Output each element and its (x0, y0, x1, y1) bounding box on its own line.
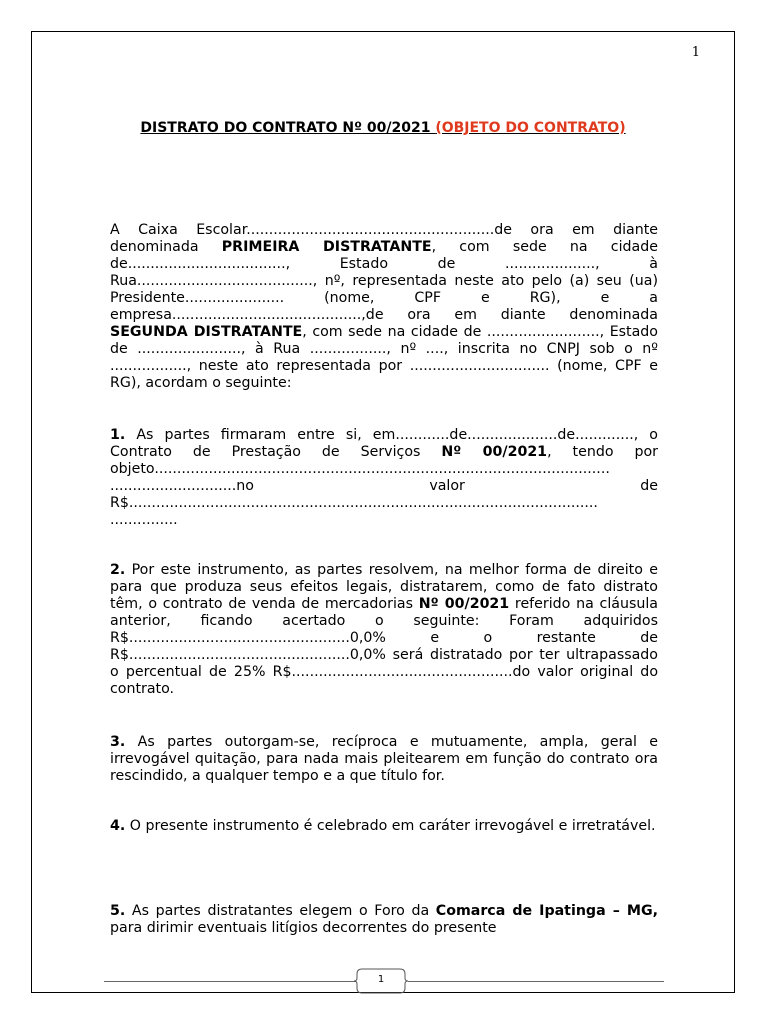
clause-5 (110, 903, 658, 937)
title-main: DISTRATO DO CONTRATO Nº 00/2021 (140, 120, 436, 136)
footer-rule-left (104, 981, 356, 982)
clause-3 (110, 734, 658, 785)
clause-4-number: 4. (110, 818, 126, 834)
intro-bold-1: PRIMEIRA DISTRATANTE (221, 239, 432, 255)
clause-2-text-1: Por este instrumento, as partes resolvem, na melhor forma de direito e para que produza seus efeitos legais, distratarem, como de fato distrato têm, o contrato de venda de mercadorias (110, 562, 658, 612)
clause-5-text-2: para dirimir eventuais litígios decorrentes do presente (110, 920, 497, 936)
footer-page-box (354, 968, 408, 994)
intro-text-3: , com sede na cidade de ........................., Estado de ......................., à Rua ................., nº ...., inscrita no CNPJ sob o nº ................., neste ato representada por ............................... (nome, CPF e RG), acordam o seguinte: (110, 324, 658, 391)
clause-4-text: O presente instrumento é celebrado em caráter irrevogável e irretratável. (125, 818, 656, 834)
footer-page-number: 1 (377, 974, 385, 985)
intro-bold-2: SEGUNDA DISTRATANTE (110, 324, 303, 340)
title-highlight: (OBJETO DO CONTRATO) (435, 120, 626, 136)
clause-2-text-2: referido na cláusula anterior, ficando acertado o seguinte: Foram adquiridos R$.................................................0,0% e o restante de R$.................................................0,0% será distratado por ter ultrapassado o percentual de 25% R$.................................................do valor original do contrato. (110, 596, 658, 697)
clause-3-text: As partes outorgam-se, recíproca e mutuamente, ampla, geral e irrevogável quitação, para nada mais pleitearem em função do contrato ora rescindido, a qualquer tempo e a que título for. (110, 734, 658, 784)
footer-rule-right (408, 981, 664, 982)
clause-2-bold: Nº 00/2021 (418, 596, 510, 612)
clause-1-bold: Nº 00/2021 (441, 444, 548, 460)
intro-text-2: , com sede na cidade de..................................., Estado de ...................., à Rua......................................., nº, representada neste ato pelo (a) seu (ua) Presidente...................... (nome, CPF e RG), e a empresa..........................................,de ora em diante denominada (110, 239, 658, 323)
clause-1 (110, 427, 658, 529)
clause-5-bold: Comarca de Ipatinga – MG, (435, 903, 659, 919)
clause-4 (110, 818, 658, 835)
intro-paragraph (110, 222, 658, 392)
clause-1-text-1: As partes firmaram entre si, em............de....................de............., o Contrato de Prestação de Serviços (110, 427, 658, 460)
clause-1-number: 1. (110, 427, 126, 443)
clause-2-number: 2. (110, 562, 126, 578)
clause-1-text-2: , tendo por objeto..................................................................................................... ............................no valor de R$........................................................................................................ ............... (110, 444, 658, 528)
clause-5-text-1: As partes distratantes elegem o Foro da (125, 903, 436, 919)
document-title (32, 120, 734, 136)
clause-2 (110, 562, 658, 698)
clause-5-number: 5. (110, 903, 126, 919)
page-number-top: 1 (691, 45, 700, 60)
document-page (31, 31, 735, 993)
intro-text-1: A Caixa Escolar.......................................................de ora em diante denominada (110, 222, 658, 255)
clause-3-number: 3. (110, 734, 126, 750)
